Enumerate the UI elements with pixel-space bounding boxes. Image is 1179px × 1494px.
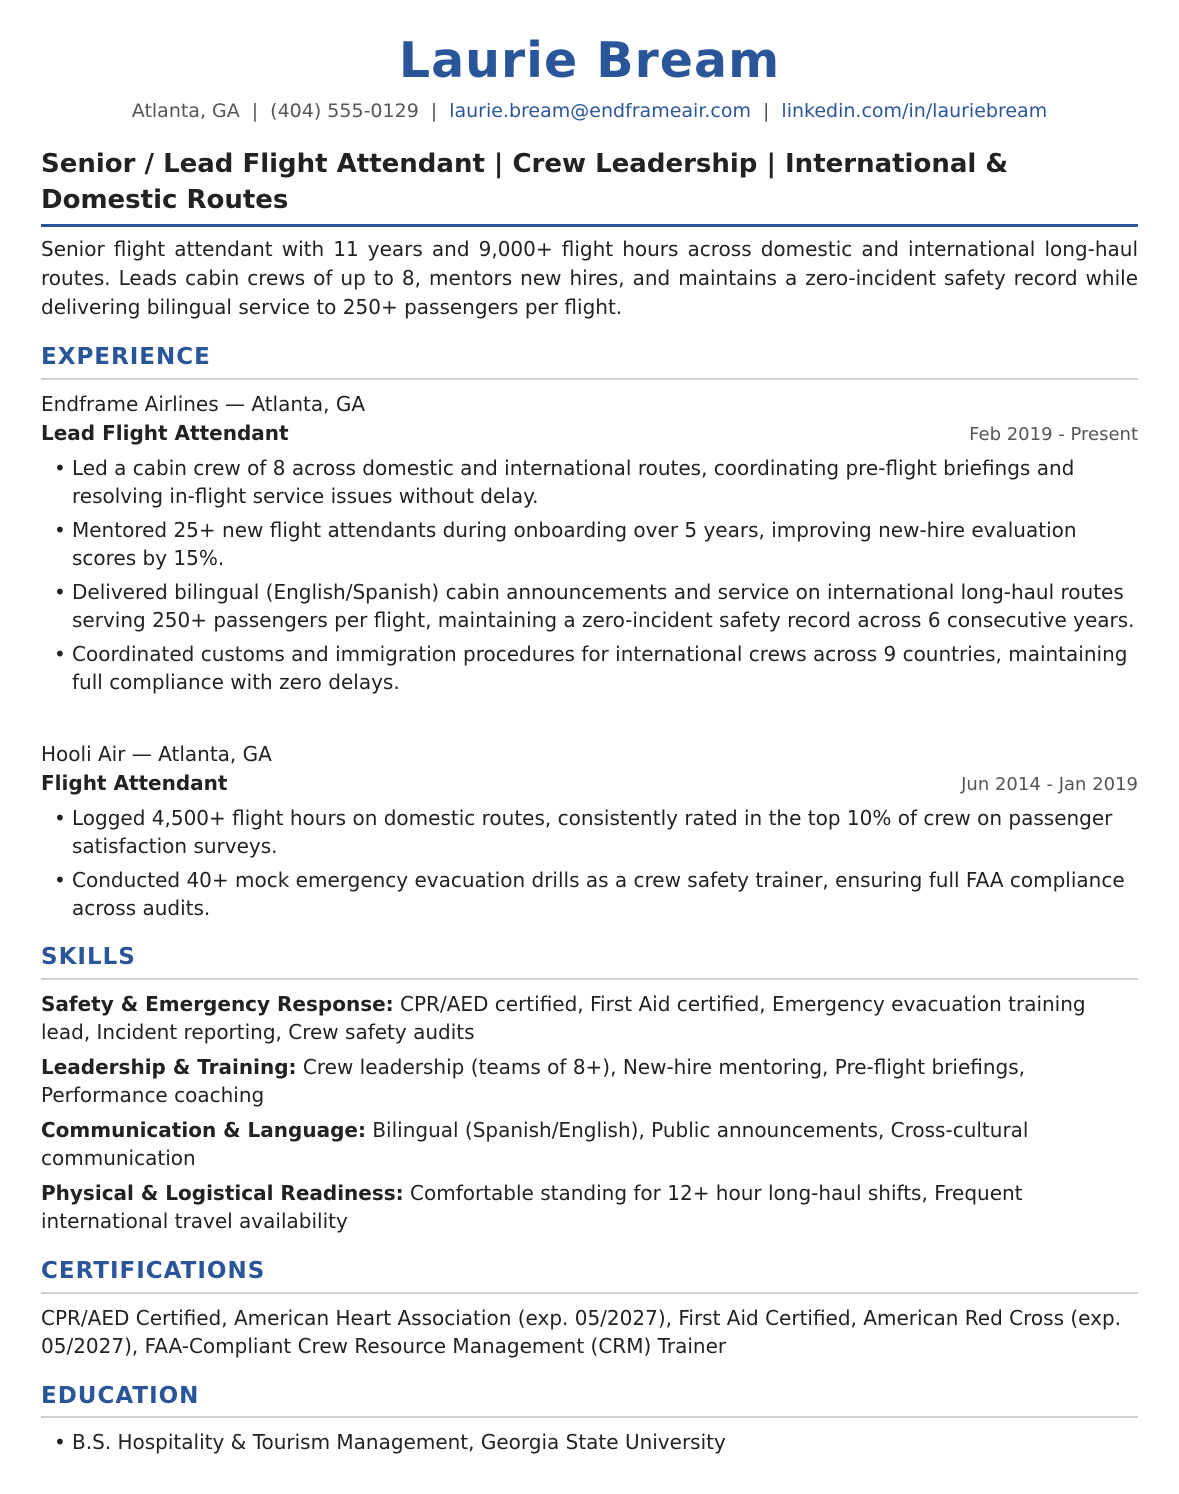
summary-paragraph: Senior flight attendant with 11 years and 9,000+ flight hours across domestic and international long-haul routes. Leads cabin crews of up to 8, mentors new hires, and maintains a zero-incident safety record while delivering bilingual service to 250+ passengers per flight. [41,237,1138,319]
education-heading: EDUCATION [41,1383,200,1409]
skill-category: Safety & Emergency Response: [41,992,394,1016]
education-item: • B.S. Hospitality & Tourism Management, Georgia State University [41,1428,1138,1456]
education-bullets [41,1428,1138,1456]
experience-heading: EXPERIENCE [41,344,211,370]
certifications-heading: CERTIFICATIONS [41,1258,266,1284]
skill-row [41,990,1138,1046]
location-text: Atlanta, GA [131,100,240,122]
skill-items: Comfortable standing for 12+ hour long-haul shifts, Frequent international travel availability [41,1181,1023,1233]
job-bullet: • Delivered bilingual (English/Spanish) cabin announcements and service on international long-haul routes serving 250+ passengers per flight, maintaining a zero-incident safety record across 6 consecutive years. [41,578,1138,634]
job-bullet: • Logged 4,500+ flight hours on domestic routes, consistently rated in the top 10% of crew on passenger satisfaction surveys. [41,804,1138,860]
job-bullet: • Coordinated customs and immigration procedures for international crews across 9 countries, maintaining full compliance with zero delays. [41,640,1138,696]
phone-text: (404) 555-0129 [270,100,419,122]
skill-row [41,1116,1138,1172]
job-bullet: • Led a cabin crew of 8 across domestic and international routes, coordinating pre-flight briefings and resolving in-flight service issues without delay. [41,454,1138,510]
job-title: Lead Flight Attendant [41,421,289,445]
certifications-text: CPR/AED Certified, American Heart Association (exp. 05/2027), First Aid Certified, American Red Cross (exp. 05/2027), FAA-Compliant Crew Resource Management (CRM) Trainer [41,1306,1121,1358]
skill-category: Communication & Language: [41,1118,366,1142]
skill-items: CPR/AED certified, First Aid certified, Emergency evacuation training lead, Incident reporting, Crew safety audits [41,992,1086,1044]
job-bullet: • Mentored 25+ new flight attendants during onboarding over 5 years, improving new-hire evaluation scores by 15%. [41,516,1138,572]
linkedin-link[interactable]: linkedin.com/in/lauriebream [781,100,1048,122]
certifications-divider [41,1292,1138,1294]
job-bullets [41,454,1138,696]
job-entry-hooli [41,740,1138,928]
job-bullets [41,804,1138,922]
job-company: Hooli Air — Atlanta, GA [41,742,272,766]
job-dates: Feb 2019 - Present [969,424,1138,445]
skills-list [41,990,1138,1242]
job-role-row [41,419,1138,449]
separator: | [430,100,438,122]
separator: | [251,100,259,122]
education-divider [41,1416,1138,1418]
skill-items: Bilingual (Spanish/English), Public announcements, Cross-cultural communication [41,1118,1029,1170]
skill-row [41,1179,1138,1235]
skills-divider [41,978,1138,980]
candidate-name: Laurie Bream [398,32,781,89]
job-title: Flight Attendant [41,771,228,795]
professional-headline: Senior / Lead Flight Attendant | Crew Leadership | International & Domestic Routes [41,149,1009,215]
job-company: Endframe Airlines — Atlanta, GA [41,392,366,416]
experience-divider [41,378,1138,380]
contact-line [41,99,1138,123]
job-dates: Jun 2014 - Jan 2019 [961,774,1138,795]
skill-items: Crew leadership (teams of 8+), New-hire mentoring, Pre-flight briefings, Performance coaching [41,1055,1026,1107]
email-link[interactable]: laurie.bream@endframeair.com [449,100,752,122]
job-role-row [41,769,1138,799]
education-list [41,1423,1138,1462]
job-entry-endframe [41,390,1138,702]
headline-divider [41,224,1138,227]
skill-row [41,1053,1138,1109]
separator: | [763,100,770,122]
skill-category: Physical & Logistical Readiness: [41,1181,404,1205]
skills-heading: SKILLS [41,944,136,970]
skill-category: Leadership & Training: [41,1055,297,1079]
job-bullet: • Conducted 40+ mock emergency evacuation drills as a crew safety trainer, ensuring full FAA compliance across audits. [41,866,1138,922]
